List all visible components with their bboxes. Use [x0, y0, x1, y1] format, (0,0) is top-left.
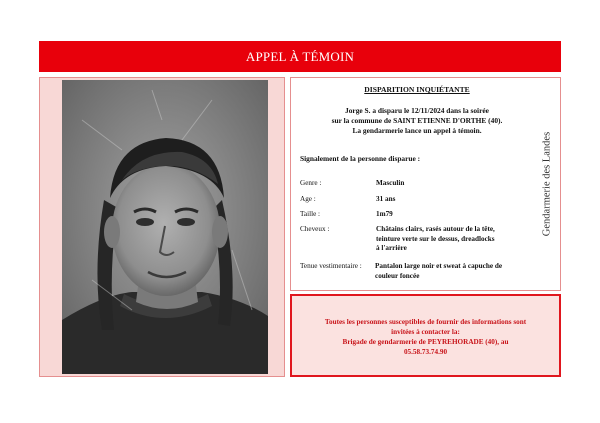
notice-heading: DISPARITION INQUIÉTANTE	[364, 85, 470, 94]
signalement-title: Signalement de la personne disparue :	[300, 154, 421, 163]
contact-text	[292, 317, 559, 357]
value-line: Châtains clairs, rasés autour de la tête,	[376, 225, 495, 233]
appeal-banner	[39, 41, 561, 72]
value-line: Pantalon large noir et sweat à capuche de	[375, 262, 503, 270]
intro-line: Jorge S. a disparu le 12/11/2024 dans la soirée	[345, 106, 489, 115]
value-line: couleur foncée	[375, 271, 420, 280]
notice-intro	[300, 106, 534, 136]
field-label: Taille :	[300, 210, 321, 218]
contact-line: Toutes les personnes susceptibles de fournir des informations sont	[324, 318, 527, 326]
banner-title: APPEL À TÉMOIN	[245, 48, 355, 64]
side-label	[537, 78, 557, 290]
contact-box	[290, 294, 561, 377]
side-label-text: Gendarmerie des Landes	[541, 131, 553, 237]
intro-line: sur la commune de SAINT ETIENNE D'ORTHE (40).	[331, 116, 503, 125]
field-value	[376, 225, 536, 254]
value-line: à l'arrière	[376, 244, 407, 252]
field-value	[375, 262, 535, 281]
field-label: Genre :	[300, 179, 322, 187]
field-value: 1m79	[376, 210, 393, 218]
intro-line: La gendarmerie lance un appel à témoin.	[352, 126, 482, 135]
missing-person-photo	[62, 80, 268, 374]
field-label: Tenue vestimentaire :	[300, 262, 362, 270]
contact-phone: 05.58.73.74.90	[403, 348, 448, 356]
value-line: teinture verte sur le dessus, dreadlocks	[376, 234, 495, 243]
notice-content	[300, 78, 534, 290]
contact-line: Brigade de gendarmerie de PEYREHORADE (40), au	[342, 338, 509, 346]
notice-card	[290, 77, 561, 291]
photo-panel	[39, 77, 285, 377]
field-label: Cheveux :	[300, 225, 330, 233]
portrait-image	[62, 80, 268, 374]
field-label: Age :	[300, 195, 316, 203]
field-value: Masculin	[376, 179, 405, 187]
field-value: 31 ans	[376, 195, 396, 203]
contact-line: invitées à contacter la:	[391, 328, 460, 336]
